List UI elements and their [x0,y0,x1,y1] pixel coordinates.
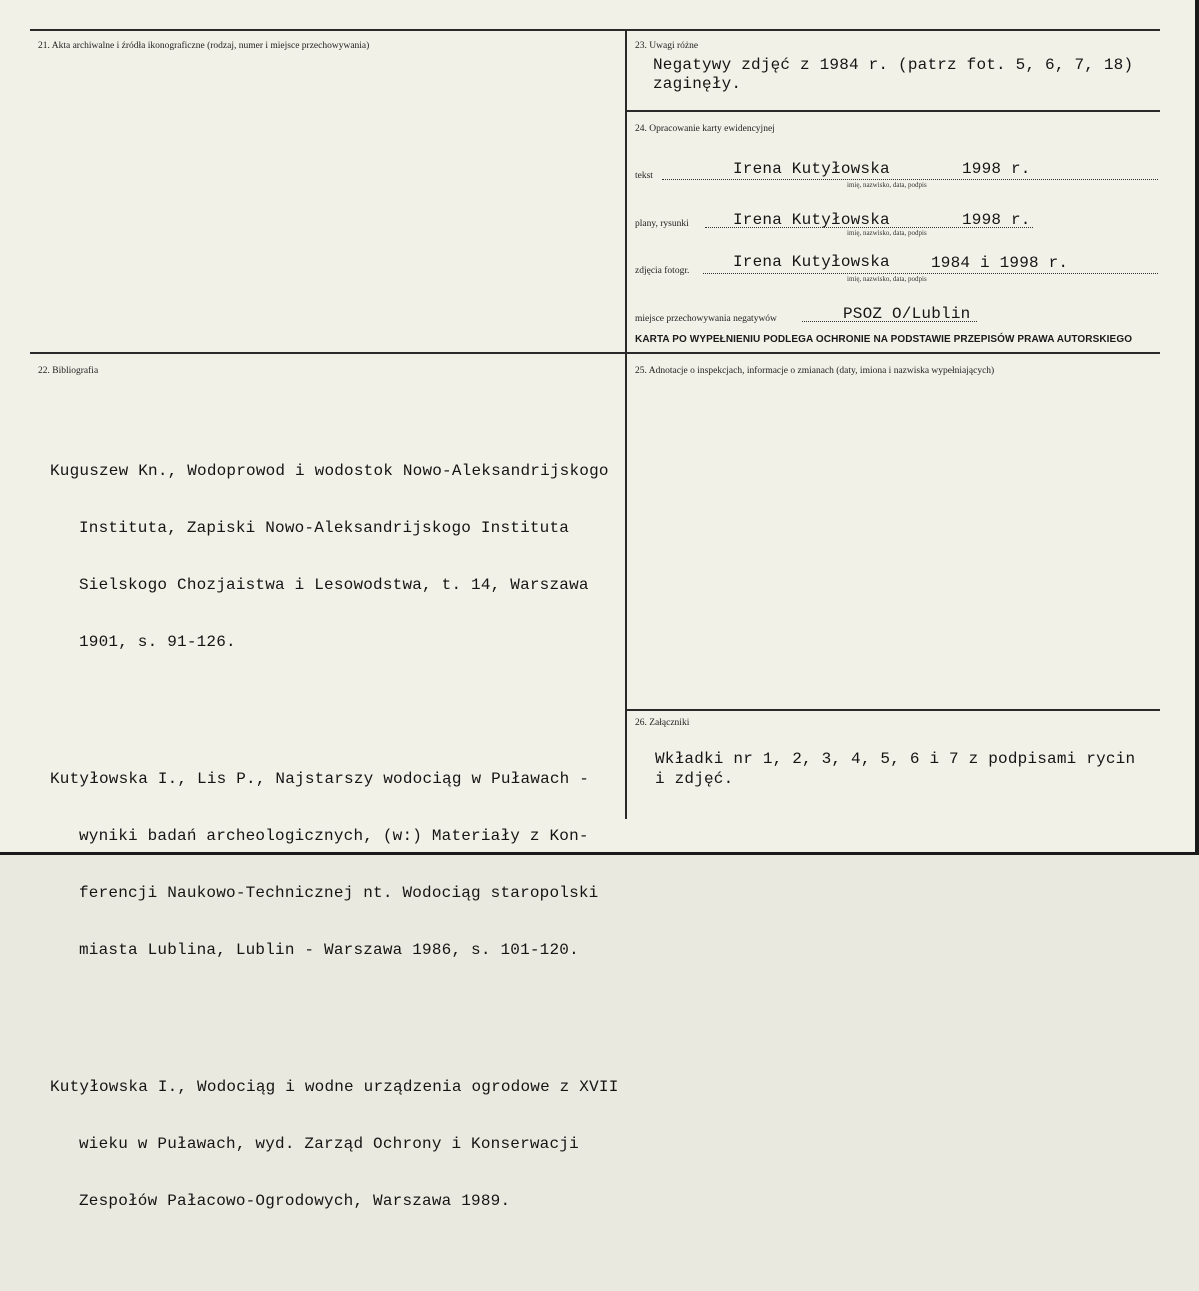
text-author-name: Irena Kutyłowska [733,160,890,178]
remarks-line-1: Negatywy zdjęć z 1984 r. (patrz fot. 5, 6, 7, 18) [653,56,1134,74]
bibliography-entry [50,732,619,998]
bibliography-entry-line: miasta Lublina, Lublin - Warszawa 1986, s. 101-120. [79,941,579,959]
bibliography-entry [50,1040,619,1249]
text-author-line [662,179,1158,180]
bibliography-entry-line: wyniki badań archeologicznych, (w:) Materiały z Kon- [79,827,589,845]
negatives-location: PSOZ O/Lublin [843,305,971,323]
bibliography-entry-line: Kutyłowska I., Lis P., Najstarszy wodociąg w Puławach - [50,770,590,788]
plans-author-name: Irena Kutyłowska [733,211,890,229]
photos-author-date: 1984 i 1998 r. [931,254,1069,272]
section-25-label: 25. Adnotacje o inspekcjach, informacje o zmianach (daty, imiona i nazwiska wypełniających) [635,366,995,376]
plans-author-label: plany, rysunki [635,219,689,229]
remarks-line-2: zaginęły. [653,75,742,93]
bibliography-entry-line: 1901, s. 91-126. [79,633,236,651]
bibliography-list [50,386,619,1291]
bibliography-entry-line: Kuguszew Kn., Wodoprowod i wodostok Nowo-Aleksandrijskogo [50,462,609,480]
plans-author-caption: imię, nazwisko, data, podpis [847,229,927,237]
text-author-label: tekst [635,171,653,181]
bibliography-entry-line: Sielskogo Chozjaistwa i Lesowodstwa, t. 14, Warszawa [79,576,589,594]
scan-edge-right [1195,0,1199,855]
photos-author-label: zdjęcia fotogr. [635,266,690,276]
section-22-label: 22. Bibliografia [38,366,99,376]
copyright-note: KARTA PO WYPEŁNIENIU PODLEGA OCHRONIE NA PODSTAWIE PRZEPISÓW PRAWA AUTORSKIEGO [635,334,1133,345]
photos-author-line [703,273,1158,274]
negatives-label: miejsce przechowywania negatywów [635,314,777,324]
attachments-line-1: Wkładki nr 1, 2, 3, 4, 5, 6 i 7 z podpisami rycin [655,750,1136,768]
section-21-label: 21. Akta archiwalne i źródła ikonograficzne (rodzaj, numer i miejsce przechowywania) [38,41,370,51]
plans-author-date: 1998 r. [962,211,1031,229]
center-divider [625,29,627,819]
bibliography-entry-line: ferencji Naukowo-Technicznej nt. Wodociąg staropolski [79,884,599,902]
bibliography-entry-line: Kutyłowska I., Wodociąg i wodne urządzenia ogrodowe z XVII [50,1078,619,1096]
bibliography-entry-line: Instituta, Zapiski Nowo-Aleksandrijskogo Instituta [79,519,570,537]
rule-22-25 [30,352,1160,354]
bibliography-entry [50,424,619,690]
text-author-caption: imię, nazwisko, data, podpis [847,181,927,189]
bibliography-entry-line: Zespołów Pałacowo-Ogrodowych, Warszawa 1989. [79,1192,511,1210]
bibliography-entry-line: wieku w Puławach, wyd. Zarząd Ochrony i Konserwacji [79,1135,579,1153]
top-rule [30,29,1160,31]
section-26-label: 26. Załączniki [635,718,690,728]
photos-author-caption: imię, nazwisko, data, podpis [847,275,927,283]
attachments-line-2: i zdjęć. [655,770,734,788]
section-23-label: 23. Uwagi różne [635,41,699,51]
section-24-label: 24. Opracowanie karty ewidencyjnej [635,124,775,134]
rule-23-24 [626,110,1160,112]
rule-25-26 [626,709,1160,711]
photos-author-name: Irena Kutyłowska [733,253,890,271]
text-author-date: 1998 r. [962,160,1031,178]
